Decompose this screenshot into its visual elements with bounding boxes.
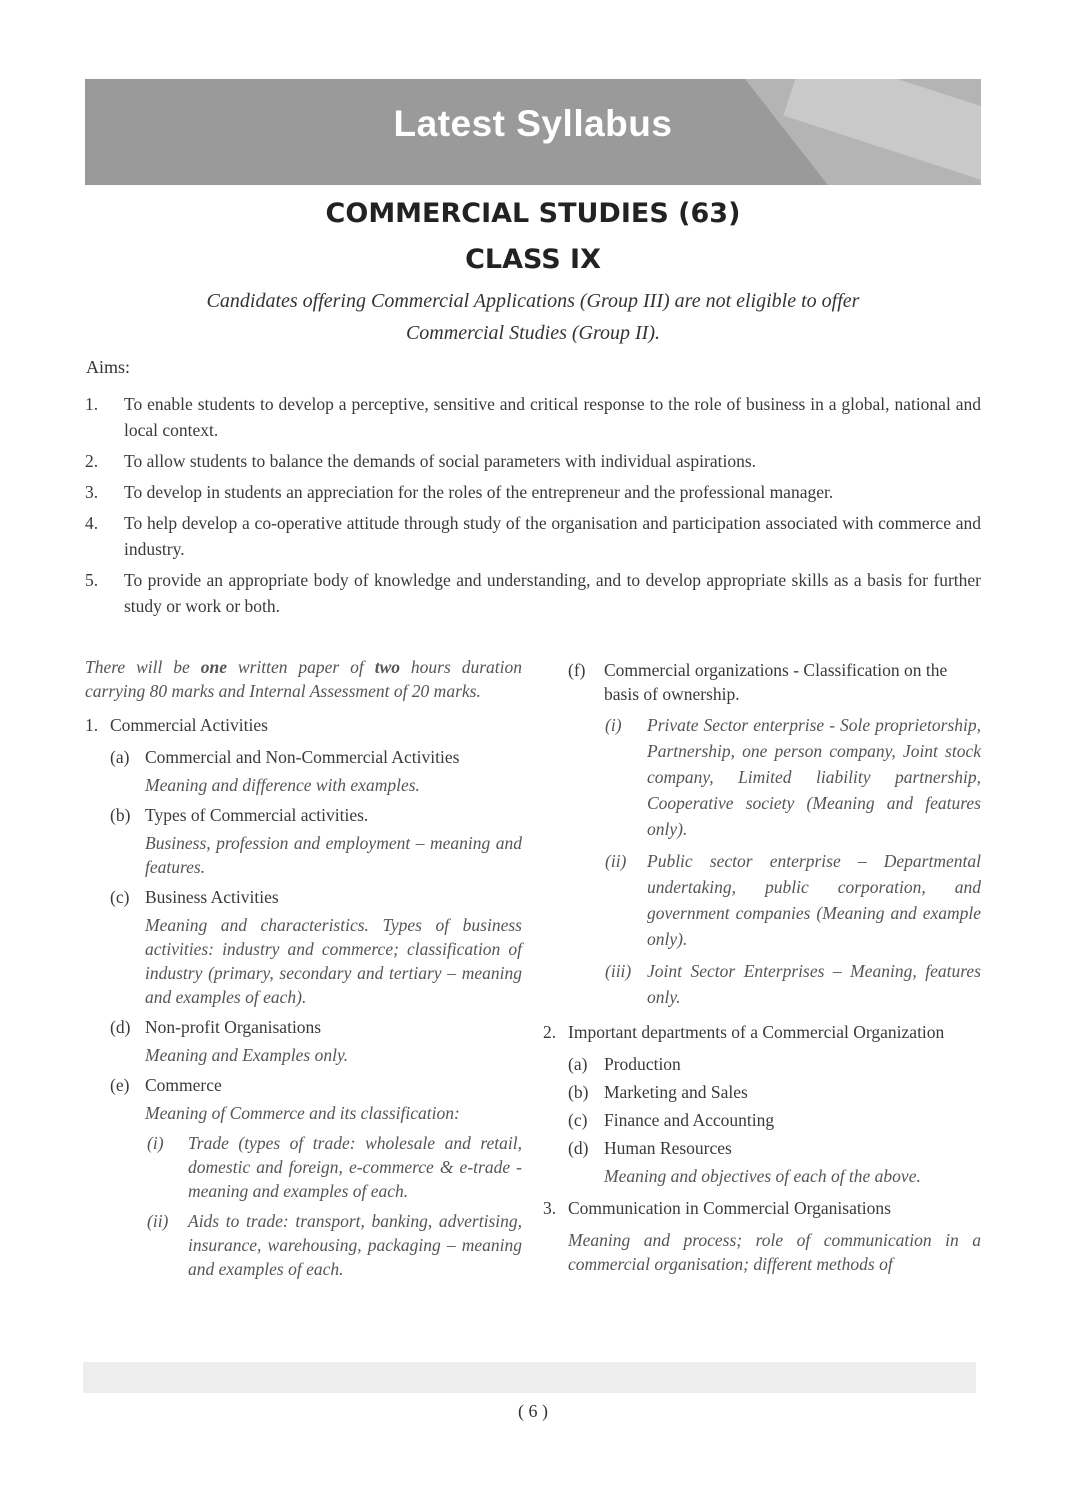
topic-letter: (e) <box>110 1075 130 1095</box>
intro-text: There will be <box>85 657 201 677</box>
section-description: Meaning and process; role of communication in a commercial organisation; different methods of <box>568 1230 981 1274</box>
topic-letter: (b) <box>110 805 131 825</box>
topic-item <box>85 1015 522 1039</box>
topic-letter: (f) <box>568 660 586 680</box>
topic-title: Non-profit Organisations <box>145 1017 322 1037</box>
aim-text: To enable students to develop a perceptive, sensitive and critical response to the role of business in a global, national and local context. <box>124 394 981 440</box>
aim-item <box>85 448 981 474</box>
topic-letter: (d) <box>110 1017 131 1037</box>
subtopic-text: Public sector enterprise – Departmental undertaking, public corporation, and government companies (Meaning and example only). <box>647 851 981 949</box>
aim-item <box>85 391 981 443</box>
topic-item <box>85 885 522 909</box>
topic-letter: (c) <box>110 887 130 907</box>
topic-description: Business, profession and employment – meaning and features. <box>145 833 522 877</box>
topic-letter: (a) <box>110 747 130 767</box>
eligibility-notice-line1: Candidates offering Commercial Applications (Group III) are not eligible to offer <box>206 290 860 312</box>
subtopic-item <box>85 1131 522 1203</box>
class-title: CLASS IX <box>465 244 601 275</box>
left-column <box>85 655 522 1281</box>
aim-number: 5. <box>85 570 99 590</box>
section-title: Important departments of a Commercial Organization <box>568 1022 945 1042</box>
department-letter: (c) <box>568 1110 588 1130</box>
subtopic-numeral: (ii) <box>605 851 627 871</box>
department-letter: (b) <box>568 1082 589 1102</box>
subtopic-numeral: (iii) <box>605 961 632 981</box>
header-banner <box>85 79 981 185</box>
department-item <box>543 1108 981 1132</box>
intro-emphasis-two: two <box>374 657 400 677</box>
aim-item <box>85 479 981 505</box>
department-item <box>543 1136 981 1160</box>
topic-description: Meaning and Examples only. <box>145 1045 349 1065</box>
aim-text: To allow students to balance the demands of social parameters with individual aspirations. <box>124 451 757 471</box>
topic-title: Commercial and Non-Commercial Activities <box>145 747 460 767</box>
department-item <box>543 1052 981 1076</box>
subtopic-text: Joint Sector Enterprises – Meaning, features only. <box>647 961 981 1007</box>
section-heading <box>543 1020 981 1044</box>
section-number: 1. <box>85 715 99 735</box>
aim-text: To develop in students an appreciation for the roles of the entrepreneur and the professional manager. <box>124 482 834 502</box>
topic-title: Commercial organizations - Classification on the basis of ownership. <box>604 660 948 704</box>
topic-title: Business Activities <box>145 887 279 907</box>
subtopic-item <box>85 1209 522 1281</box>
subtopic-text: Aids to trade: transport, banking, advertising, insurance, warehousing, packaging – meaning and examples of each. <box>188 1211 522 1279</box>
subtopic-numeral: (i) <box>605 715 622 735</box>
department-item <box>543 1080 981 1104</box>
aims-label: Aims: <box>86 357 131 377</box>
topic-item <box>85 745 522 769</box>
subtopic-numeral: (ii) <box>147 1211 169 1231</box>
subtopic-item <box>543 712 981 842</box>
topic-item <box>85 803 522 827</box>
section-number: 3. <box>543 1198 557 1218</box>
eligibility-notice-line2: Commercial Studies (Group II). <box>405 322 661 344</box>
aims-list <box>85 391 981 624</box>
department-name: Human Resources <box>604 1138 732 1158</box>
section-title: Communication in Commercial Organisations <box>568 1198 891 1218</box>
section-title: Commercial Activities <box>110 715 268 735</box>
subject-title: COMMERCIAL STUDIES (63) <box>325 198 741 229</box>
aim-item <box>85 567 981 619</box>
banner-title: Latest Syllabus <box>393 103 673 144</box>
topic-title: Types of Commercial activities. <box>145 805 369 825</box>
topic-item <box>543 658 981 706</box>
right-column <box>543 655 981 1276</box>
topic-description: Meaning and characteristics. Types of business activities: industry and commerce; classification of industry (primary, secondary and tertiary – meaning and examples of each). <box>145 915 522 1007</box>
aim-number: 1. <box>85 394 99 414</box>
intro-text: written paper of <box>226 657 375 677</box>
section-number: 2. <box>543 1022 557 1042</box>
page-number: ( 6 ) <box>518 1401 548 1421</box>
subtopic-text: Private Sector enterprise - Sole proprietorship, Partnership, one person company, Joint stock company, Limited liability partnership, Cooperative society (Meaning and features only). <box>647 715 981 839</box>
footer-bar <box>83 1362 976 1393</box>
aim-number: 2. <box>85 451 99 471</box>
subtopic-item <box>543 848 981 952</box>
topic-title: Commerce <box>145 1075 222 1095</box>
section-heading <box>543 1196 981 1220</box>
department-letter: (d) <box>568 1138 589 1158</box>
aim-number: 4. <box>85 513 99 533</box>
subtopic-text: Trade (types of trade: wholesale and retail, domestic and foreign, e-commerce & e-trade - meaning and examples of each. <box>188 1133 522 1201</box>
paper-intro <box>85 655 522 703</box>
department-name: Production <box>604 1054 681 1074</box>
department-name: Marketing and Sales <box>604 1082 748 1102</box>
subtopic-numeral: (i) <box>147 1133 164 1153</box>
intro-emphasis-one: one <box>200 657 227 677</box>
aim-number: 3. <box>85 482 99 502</box>
aim-item <box>85 510 981 562</box>
topic-item <box>85 1073 522 1097</box>
section-description: Meaning and objectives of each of the above. <box>604 1166 921 1186</box>
intro-text: hours duration carrying 80 marks and Internal Assessment of 20 marks. <box>85 657 522 701</box>
section-heading <box>85 713 522 737</box>
topic-description: Meaning and difference with examples. <box>145 775 420 795</box>
subtopic-item <box>543 958 981 1010</box>
topic-description: Meaning of Commerce and its classification: <box>145 1103 460 1123</box>
department-name: Finance and Accounting <box>604 1110 775 1130</box>
department-letter: (a) <box>568 1054 588 1074</box>
aim-text: To help develop a co-operative attitude through study of the organisation and participation associated with commerce and industry. <box>124 513 981 559</box>
aim-text: To provide an appropriate body of knowledge and understanding, and to develop appropriate skills as a basis for further study or work or both. <box>124 570 981 616</box>
